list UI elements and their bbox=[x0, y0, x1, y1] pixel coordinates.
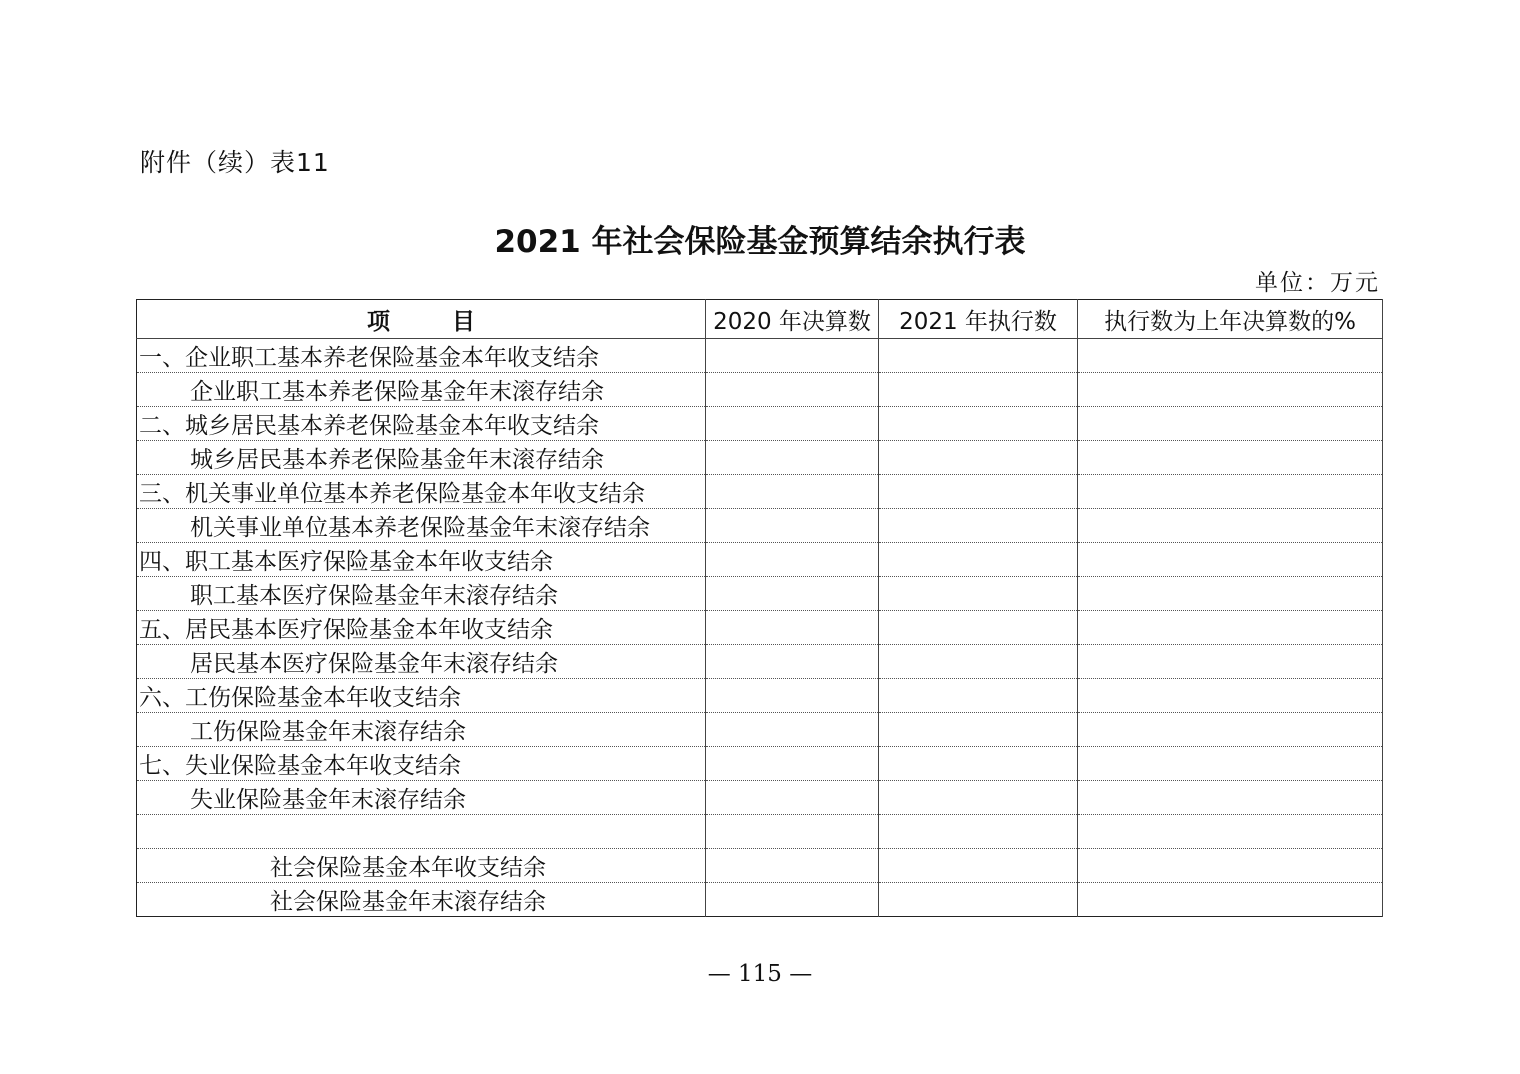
value-2020-final-cell bbox=[706, 713, 879, 747]
value-2021-execution-cell bbox=[879, 373, 1078, 407]
header-2020-final: 2020 年决算数 bbox=[706, 300, 879, 339]
value-percent-cell bbox=[1078, 679, 1383, 713]
table-row bbox=[137, 781, 1383, 815]
table-row bbox=[137, 441, 1383, 475]
table-row bbox=[137, 543, 1383, 577]
value-percent-cell bbox=[1078, 883, 1383, 917]
value-percent-cell bbox=[1078, 339, 1383, 373]
value-percent-cell bbox=[1078, 373, 1383, 407]
table-row bbox=[137, 849, 1383, 883]
value-percent-cell bbox=[1078, 611, 1383, 645]
value-2020-final-cell bbox=[706, 747, 879, 781]
value-2021-execution-cell bbox=[879, 679, 1078, 713]
row-item-label: 工伤保险基金年末滚存结余 bbox=[137, 713, 706, 747]
table-title bbox=[0, 216, 1520, 261]
header-2021-execution: 2021 年执行数 bbox=[879, 300, 1078, 339]
value-2020-final-cell bbox=[706, 509, 879, 543]
value-2021-execution-cell bbox=[879, 645, 1078, 679]
table-row bbox=[137, 747, 1383, 781]
value-2021-execution-cell bbox=[879, 509, 1078, 543]
header-item-char-2: 目 bbox=[452, 308, 475, 335]
table-row bbox=[137, 679, 1383, 713]
value-percent-cell bbox=[1078, 441, 1383, 475]
value-2021-execution-cell bbox=[879, 441, 1078, 475]
value-2020-final-cell bbox=[706, 339, 879, 373]
value-2021-execution-cell bbox=[879, 781, 1078, 815]
value-percent-cell bbox=[1078, 815, 1383, 849]
value-2020-final-cell bbox=[706, 781, 879, 815]
row-item-label: 职工基本医疗保险基金年末滚存结余 bbox=[137, 577, 706, 611]
value-2020-final-cell bbox=[706, 543, 879, 577]
value-2020-final-cell bbox=[706, 679, 879, 713]
row-item-label: 四、职工基本医疗保险基金本年收支结余 bbox=[137, 543, 706, 577]
table-row bbox=[137, 475, 1383, 509]
table-row bbox=[137, 407, 1383, 441]
value-2020-final-cell bbox=[706, 373, 879, 407]
value-2021-execution-cell bbox=[879, 747, 1078, 781]
row-item-label bbox=[137, 815, 706, 849]
header-percent-of-prior: 执行数为上年决算数的% bbox=[1078, 300, 1383, 339]
value-percent-cell bbox=[1078, 849, 1383, 883]
value-percent-cell bbox=[1078, 475, 1383, 509]
page-number: — 115 — bbox=[707, 961, 813, 987]
row-item-label: 企业职工基本养老保险基金年末滚存结余 bbox=[137, 373, 706, 407]
value-2021-execution-cell bbox=[879, 407, 1078, 441]
table-row bbox=[137, 339, 1383, 373]
row-item-label: 失业保险基金年末滚存结余 bbox=[137, 781, 706, 815]
table-row bbox=[137, 509, 1383, 543]
table-row bbox=[137, 713, 1383, 747]
row-item-label: 七、失业保险基金本年收支结余 bbox=[137, 747, 706, 781]
row-item-label: 二、城乡居民基本养老保险基金本年收支结余 bbox=[137, 407, 706, 441]
row-item-label: 六、工伤保险基金本年收支结余 bbox=[137, 679, 706, 713]
row-item-label: 三、机关事业单位基本养老保险基金本年收支结余 bbox=[137, 475, 706, 509]
value-percent-cell bbox=[1078, 509, 1383, 543]
row-item-label: 城乡居民基本养老保险基金年末滚存结余 bbox=[137, 441, 706, 475]
table-row bbox=[137, 645, 1383, 679]
value-percent-cell bbox=[1078, 781, 1383, 815]
header-item-char-1: 项 bbox=[367, 308, 390, 335]
row-item-label: 机关事业单位基本养老保险基金年末滚存结余 bbox=[137, 509, 706, 543]
table-row bbox=[137, 577, 1383, 611]
table-title-text: 2021 年社会保险基金预算结余执行表 bbox=[494, 224, 1026, 260]
table-row bbox=[137, 611, 1383, 645]
value-2020-final-cell bbox=[706, 577, 879, 611]
value-percent-cell bbox=[1078, 407, 1383, 441]
value-2021-execution-cell bbox=[879, 611, 1078, 645]
value-percent-cell bbox=[1078, 645, 1383, 679]
table-row bbox=[137, 815, 1383, 849]
value-percent-cell bbox=[1078, 543, 1383, 577]
value-2020-final-cell bbox=[706, 645, 879, 679]
table-header-row bbox=[137, 300, 1383, 339]
table-body bbox=[137, 339, 1383, 917]
value-2020-final-cell bbox=[706, 441, 879, 475]
value-2020-final-cell bbox=[706, 883, 879, 917]
value-percent-cell bbox=[1078, 747, 1383, 781]
budget-execution-table bbox=[136, 299, 1383, 917]
unit-label: 单位：万元 bbox=[1255, 270, 1380, 296]
value-percent-cell bbox=[1078, 577, 1383, 611]
table-row bbox=[137, 373, 1383, 407]
value-2021-execution-cell bbox=[879, 883, 1078, 917]
row-item-label: 居民基本医疗保险基金年末滚存结余 bbox=[137, 645, 706, 679]
row-item-label: 一、企业职工基本养老保险基金本年收支结余 bbox=[137, 339, 706, 373]
value-2021-execution-cell bbox=[879, 713, 1078, 747]
attachment-label: 附件（续）表11 bbox=[140, 148, 330, 177]
value-2020-final-cell bbox=[706, 849, 879, 883]
value-2021-execution-cell bbox=[879, 815, 1078, 849]
row-item-label: 社会保险基金本年收支结余 bbox=[137, 849, 706, 883]
value-2020-final-cell bbox=[706, 475, 879, 509]
value-2021-execution-cell bbox=[879, 849, 1078, 883]
value-2020-final-cell bbox=[706, 611, 879, 645]
row-item-label: 社会保险基金年末滚存结余 bbox=[137, 883, 706, 917]
value-2021-execution-cell bbox=[879, 577, 1078, 611]
value-2021-execution-cell bbox=[879, 339, 1078, 373]
row-item-label: 五、居民基本医疗保险基金本年收支结余 bbox=[137, 611, 706, 645]
table-row bbox=[137, 883, 1383, 917]
header-item bbox=[137, 300, 706, 339]
value-2020-final-cell bbox=[706, 815, 879, 849]
value-2020-final-cell bbox=[706, 407, 879, 441]
value-percent-cell bbox=[1078, 713, 1383, 747]
value-2021-execution-cell bbox=[879, 475, 1078, 509]
value-2021-execution-cell bbox=[879, 543, 1078, 577]
